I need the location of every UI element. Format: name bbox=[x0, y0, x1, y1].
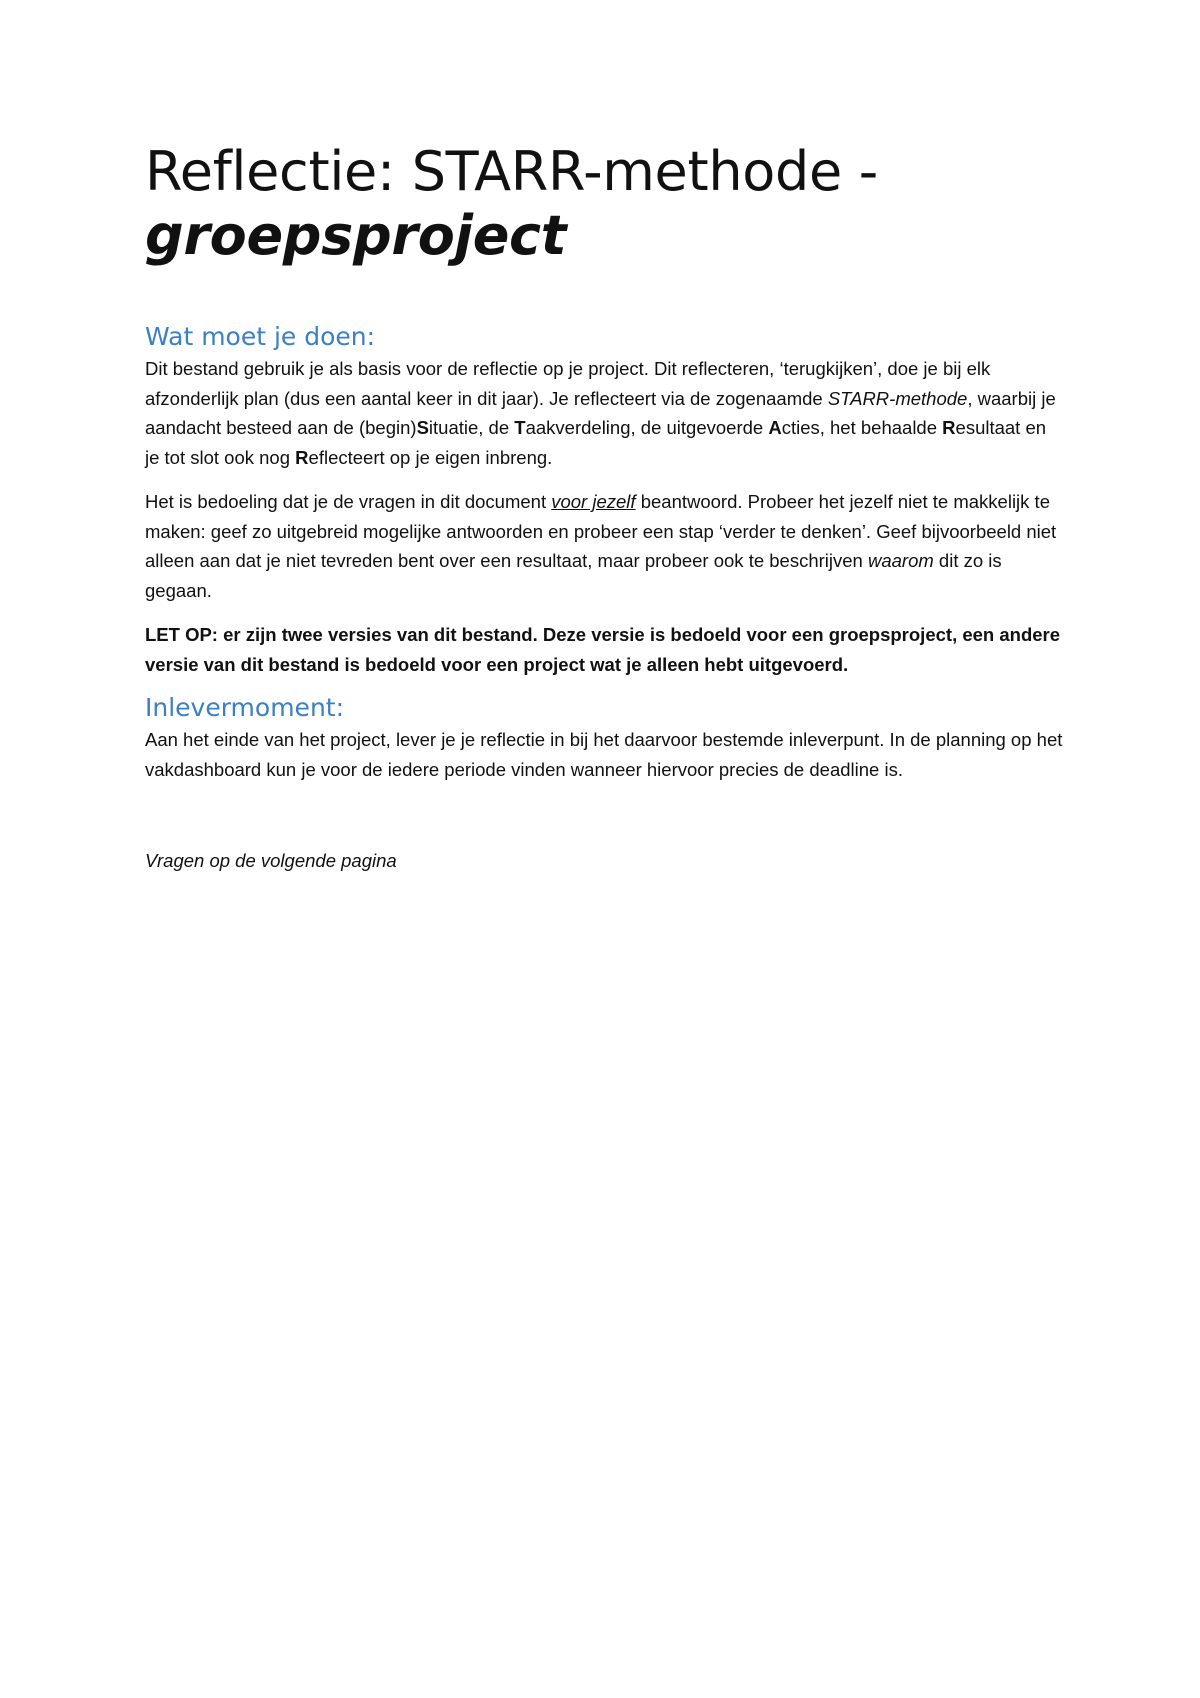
text-run: dit zo is gegaan. bbox=[145, 550, 1002, 601]
starr-letter-a: A bbox=[768, 417, 782, 438]
section-heading-inlevermoment: Inlevermoment: bbox=[145, 693, 345, 722]
voor-jezelf-emphasis: voor jezelf bbox=[551, 491, 636, 512]
intro-paragraph bbox=[145, 354, 1065, 472]
document-title bbox=[145, 140, 1065, 268]
starr-letter-r1: R bbox=[942, 417, 956, 438]
starr-term: STARR-methode bbox=[827, 387, 968, 409]
next-page-note: Vragen op de volgende pagina bbox=[145, 850, 397, 871]
text-run: Dit bestand gebruik je als basis voor de reflectie op je project. Dit reflecteren, ‘terugkijken’, doe je bij elk afzonderlijk plan (dus een aantal keer in dit jaar). Je reflecteert via de zogenaamde bbox=[145, 358, 991, 409]
deadline-paragraph: Aan het einde van het project, lever je je reflectie in bij het daarvoor bestemde inleverpunt. In de planning op het vakdashboard kun je voor de iedere periode vinden wanneer hiervoor precies de deadline is. bbox=[145, 729, 1063, 780]
title-main: Reflectie: STARR-methode - bbox=[145, 140, 878, 203]
text-run: beantwoord. Probeer het jezelf niet te makkelijk te maken: geef zo uitgebreid mogelijke antwoorden en probeer een stap ‘verder te denken’. Geef bijvoorbeeld niet alleen aan dat je niet tevreden bent over een resultaat, maar probeer ook te beschrijven bbox=[145, 491, 1057, 571]
text-run: ituatie, de bbox=[428, 417, 515, 438]
text-run: eflecteert op je eigen inbreng. bbox=[308, 446, 553, 468]
starr-letter-s: S bbox=[416, 417, 429, 438]
instruction-paragraph bbox=[145, 487, 1065, 605]
starr-letter-r2: R bbox=[295, 446, 309, 468]
text-run: Het is bedoeling dat je de vragen in dit document bbox=[145, 491, 552, 512]
text-run: aakverdeling, de uitgevoerde bbox=[525, 417, 769, 438]
warning-text: LET OP: er zijn twee versies van dit bestand. Deze versie is bedoeld voor een groepsproject, een andere versie van dit bestand is bedoeld voor een project wat je alleen hebt uitgevoerd. bbox=[145, 624, 1061, 675]
text-run: cties, het behaalde bbox=[781, 417, 943, 438]
starr-letter-t: T bbox=[514, 417, 526, 438]
document-page bbox=[145, 140, 1065, 894]
section-heading-wat-moet-je-doen: Wat moet je doen: bbox=[145, 322, 376, 351]
waarom-emphasis: waarom bbox=[867, 550, 934, 571]
text-run: esultaat en je tot slot ook nog bbox=[145, 417, 1047, 468]
warning-paragraph bbox=[145, 620, 1065, 679]
text-run: , waarbij je aandacht besteed aan de (begin) bbox=[145, 387, 1056, 438]
title-emphasis: groepsproject bbox=[145, 204, 567, 267]
